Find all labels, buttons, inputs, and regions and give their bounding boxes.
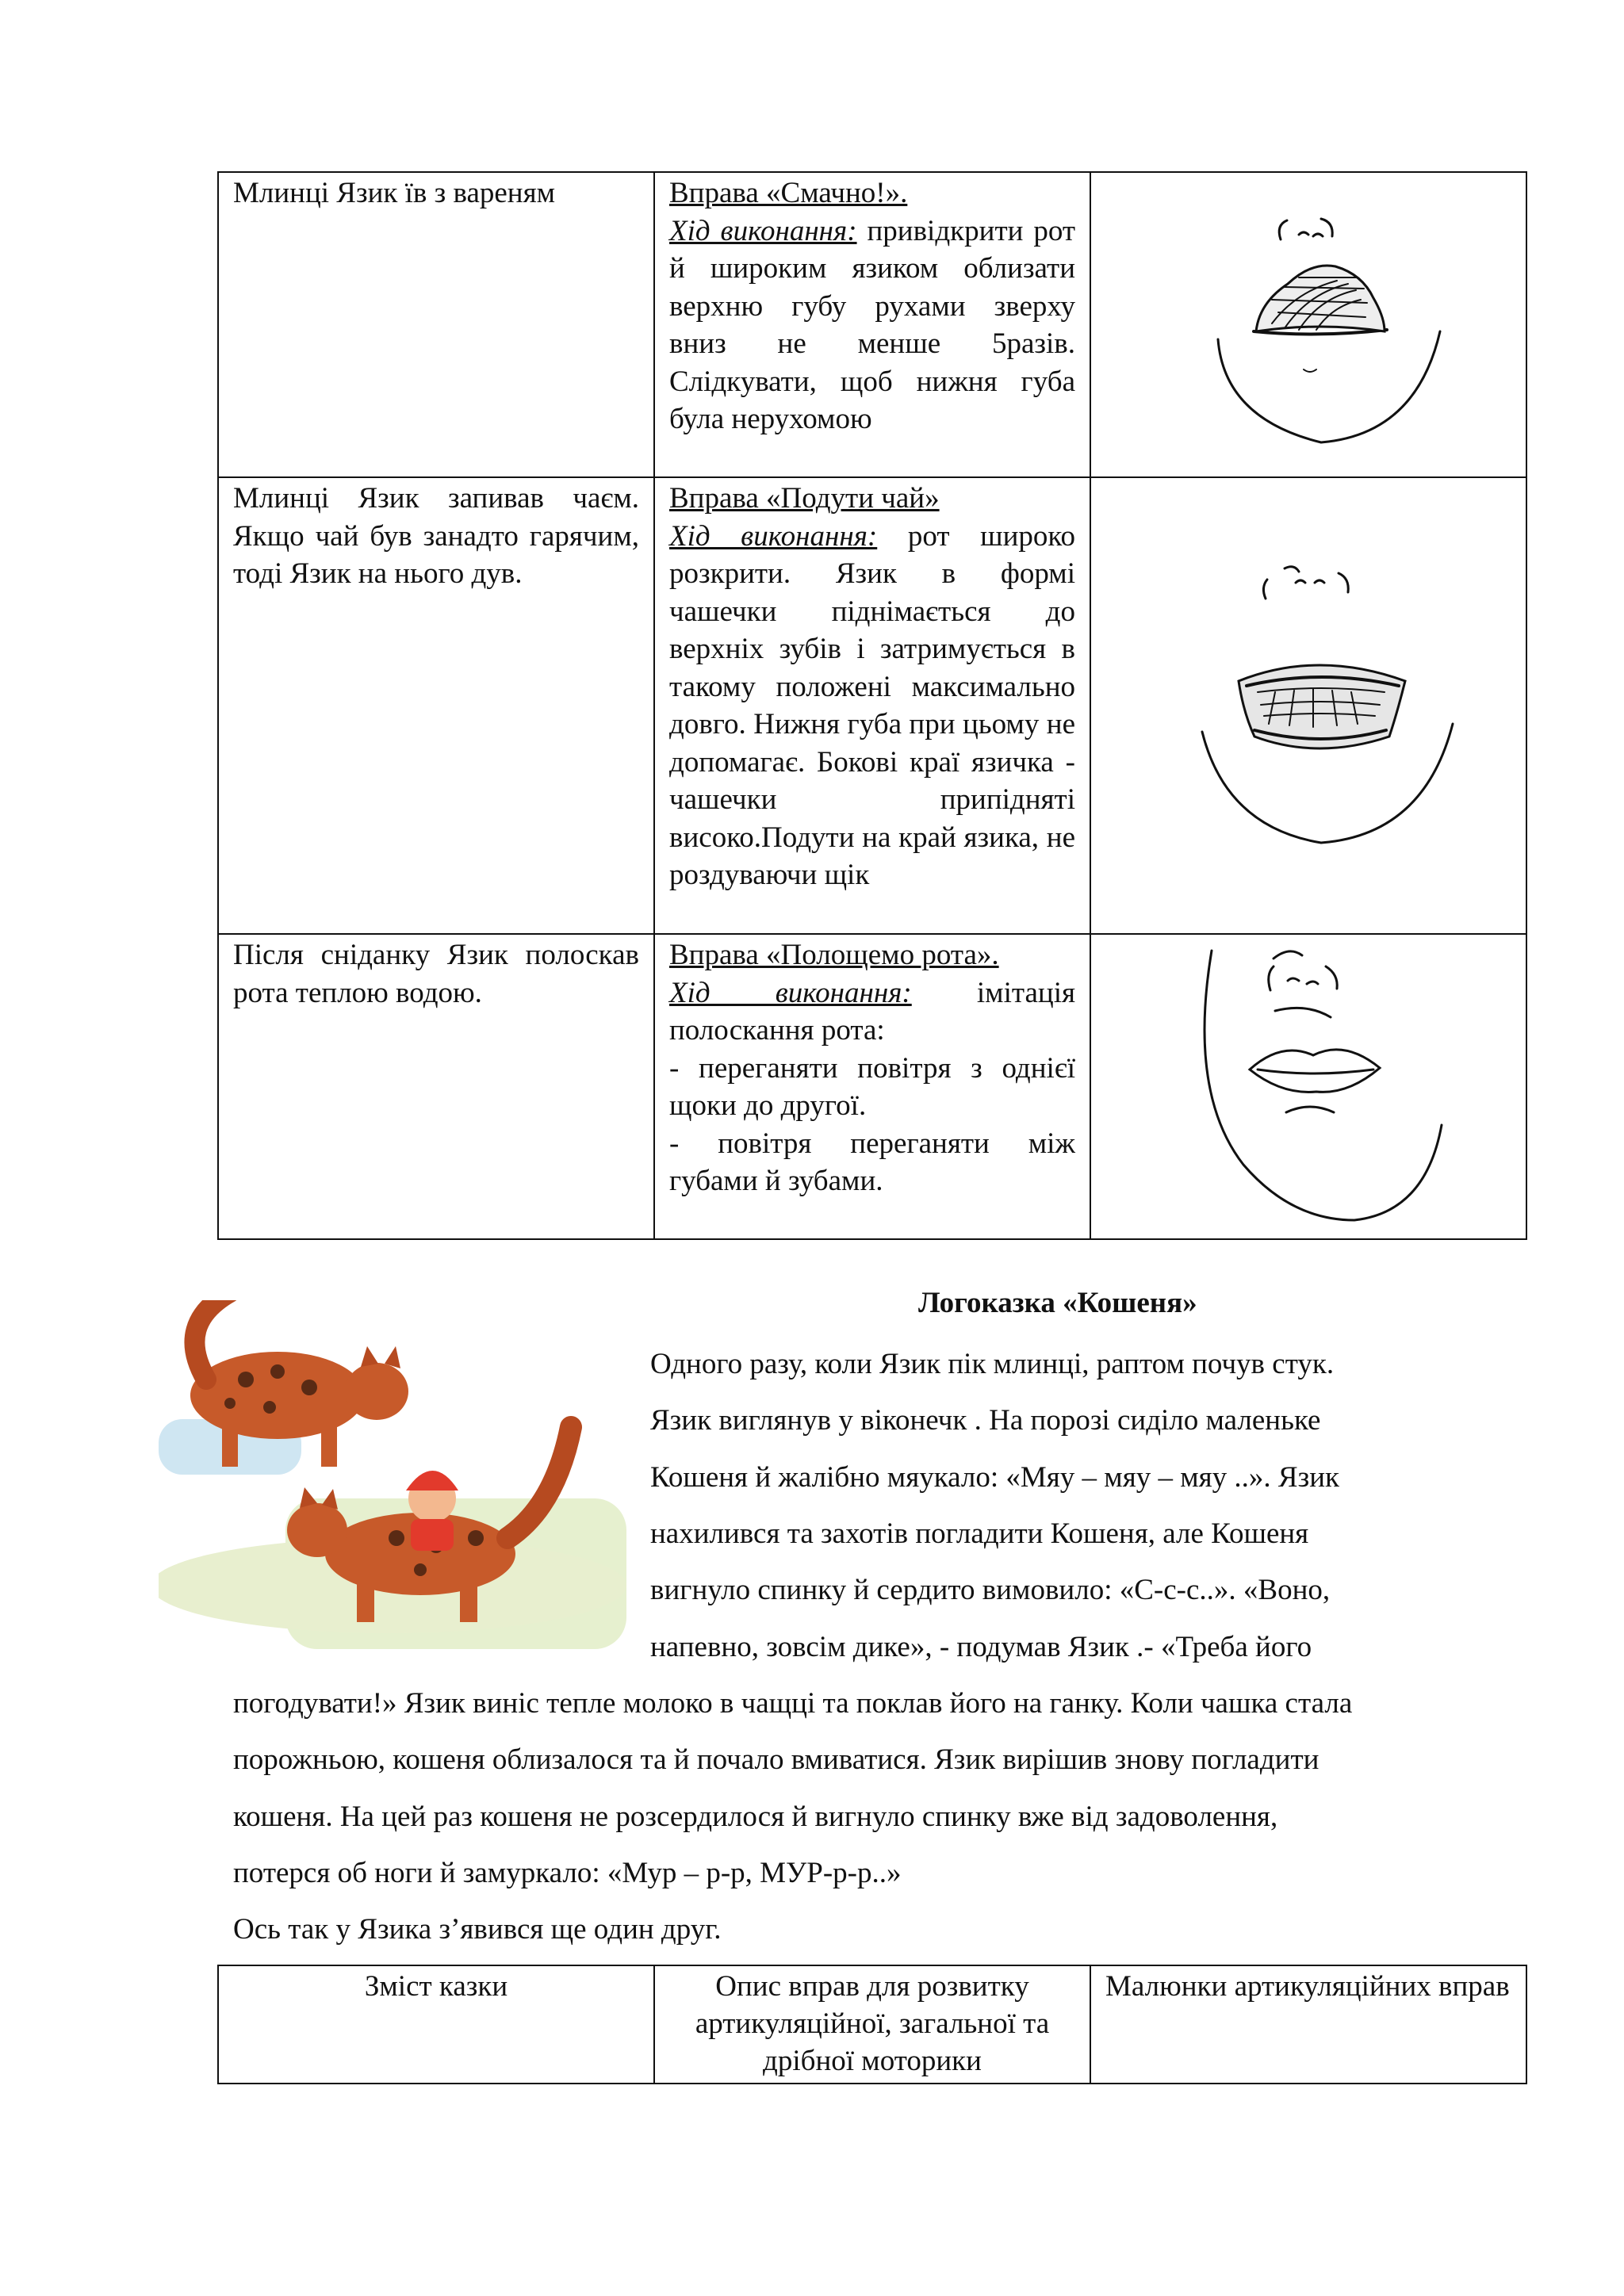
picture-cell [1090, 172, 1526, 477]
story-line: Кошеня й жалібно мяукало: «Мяу – мяу – мяу ..». Язик [650, 1461, 1339, 1494]
story-line: погодувати!» Язик виніс тепле молоко в чащці та поклав його на ганку. Коли чашка стала [233, 1687, 1353, 1720]
story-text: Млинці Язик запивав чаєм. Якщо чай був занадто гарячим, тоді Язик на нього дув. [233, 482, 639, 590]
story-line: Одного разу, коли Язик пік млинці, раптом почув стук. [650, 1348, 1335, 1380]
story-cell [218, 172, 654, 477]
story-line: Язик виглянув у віконечк . На порозі сиділо маленьке [650, 1404, 1321, 1437]
header-cell-content: Зміст казки [218, 1965, 654, 2084]
header-cell-pictures: Малюнки артикуляційних вправ [1090, 1965, 1526, 2084]
story-cell [218, 477, 654, 934]
story-line: вигнуло спинку й сердито вимовило: «С-с-с..». «Воно, [650, 1574, 1331, 1606]
table-row [218, 172, 1526, 477]
exercise-title: Вправа «Подути чай» [669, 482, 940, 515]
how-text: рот широко розкрити. Язик в формі чашечки піднімається до верхніх зубів і затримується в такому положені максимально довго. Нижня губа при цьому не допомагає. Бокові краї язичка - чашечки припідняті високо.Подути на край язика, не роздуваючи щік [669, 519, 1075, 891]
table-row [218, 477, 1526, 934]
story-line: порожньою, кошеня облизалося та й почало вмиватися. Язик вирішив знову погладити [233, 1743, 1320, 1776]
story-line: напевно, зовсім дике», - подумав Язик .- «Треба його [650, 1631, 1312, 1663]
exercise-title: Вправа «Полощемо рота». [669, 939, 999, 971]
tongue-lick-lip-illustration [1091, 173, 1527, 476]
how-text: привідкрити рот й широким язиком облизати верхню губу рухами зверху вниз не менше 5разів. Слідкувати, щоб нижня губа була нерухомою [669, 214, 1076, 435]
story-line: потерся об ноги й замуркало: «Мур – р-р, МУР-р-р..» [233, 1857, 902, 1889]
exercise-cell [654, 172, 1090, 477]
picture-cell [1090, 477, 1526, 934]
header-cell-description: Опис вправ для розвитку артикуляційної, загальної та дрібної моторики [654, 1965, 1090, 2084]
how-text: імітація полоскання рота: [669, 976, 1075, 1047]
exercise-cell [654, 934, 1090, 1239]
exercise-bullet: - переганяти повітря з однієї щоки до другої. [669, 1051, 1075, 1122]
story-cell [218, 934, 654, 1239]
exercise-table [217, 171, 1527, 1240]
story-text: Після сніданку Язик полоскав рота теплою водою. [233, 939, 639, 1009]
exercise-bullet: - повітря переганяти між губами й зубами. [669, 1127, 1075, 1197]
story-text: Млинці Язик їв з вареням [233, 177, 556, 209]
story-title: Логоказка «Кошеня» [918, 1287, 1197, 1319]
tongue-cup-blow-illustration [1091, 478, 1527, 933]
table-row [218, 934, 1526, 1239]
exercise-cell [654, 477, 1090, 934]
how-label: Хід виконання: [669, 519, 878, 553]
exercise-title: Вправа «Смачно!». [669, 177, 908, 209]
picture-cell [1090, 934, 1526, 1239]
story-line: кошеня. На цей раз кошеня не розсердилося й вигнуло спинку вже від задоволення, [233, 1800, 1278, 1833]
how-label: Хід виконання: [669, 214, 857, 247]
table-header-row [218, 1965, 1526, 2084]
story-line: Ось так у Язика з’явився ще один друг. [233, 1913, 722, 1946]
how-label: Хід виконання: [669, 976, 912, 1009]
header-table [217, 1965, 1527, 2084]
story-line: нахилився та захотів погладити Кошеня, але Кошеня [650, 1517, 1309, 1550]
cats-illustration [159, 1300, 634, 1649]
rinse-mouth-illustration [1091, 935, 1527, 1238]
tongue-character-icon [406, 1471, 458, 1551]
